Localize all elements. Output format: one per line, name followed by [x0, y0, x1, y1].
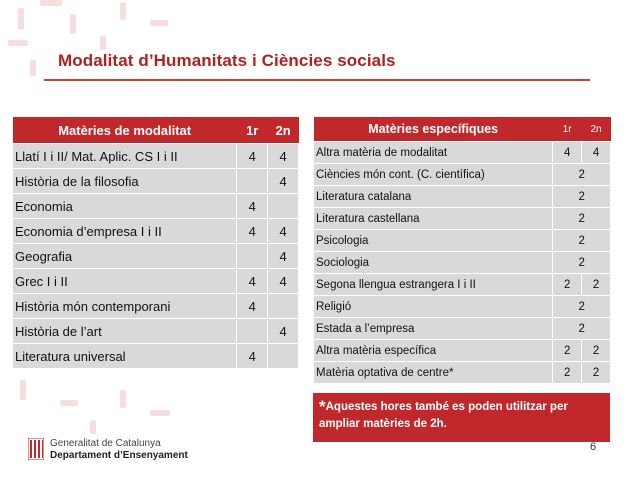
hours-2n: 4	[268, 219, 299, 244]
subject-name: Història de l’art	[13, 319, 237, 344]
logo-line-2: Departament d’Ensenyament	[50, 450, 188, 461]
table-row	[314, 208, 611, 230]
hours-either-year: 2	[553, 252, 611, 274]
hours-2n	[268, 344, 299, 369]
subject-name: Llatí I i II/ Mat. Aplic. CS I i II	[13, 144, 237, 169]
hours-1r	[237, 244, 268, 269]
table-row	[13, 219, 299, 244]
footnote-box	[313, 393, 610, 442]
subject-name: Sociologia	[314, 252, 553, 274]
hours-either-year: 2	[553, 164, 611, 186]
hours-either-year: 2	[553, 230, 611, 252]
subject-name: Economia d’empresa I i II	[13, 219, 237, 244]
page-title: Modalitat d’Humanitats i Ciències socials	[58, 51, 396, 70]
subject-name: Matèria optativa de centre*	[314, 362, 553, 384]
hours-1r: 2	[553, 274, 582, 296]
subject-name: Psicologia	[314, 230, 553, 252]
hours-2n: 4	[268, 269, 299, 294]
generalitat-logo	[28, 436, 208, 464]
footnote-text: Aquestes hores també es poden utilitzar per ampliar matèries de 2h.	[319, 401, 568, 430]
hours-1r: 4	[237, 344, 268, 369]
page-number: 6	[590, 441, 597, 453]
hours-1r: 4	[237, 294, 268, 319]
hours-2n	[268, 194, 299, 219]
hours-2n: 2	[582, 362, 611, 384]
table-row	[13, 294, 299, 319]
subject-name: Literatura catalana	[314, 186, 553, 208]
subject-name: Segona llengua estrangera I i II	[314, 274, 553, 296]
table-row	[314, 164, 611, 186]
modality-subjects-table	[12, 117, 299, 369]
subject-name: Literatura universal	[13, 344, 237, 369]
table-row	[314, 230, 611, 252]
hours-1r: 2	[553, 362, 582, 384]
table-row	[314, 252, 611, 274]
table-row	[13, 169, 299, 194]
hours-either-year: 2	[553, 186, 611, 208]
table-row	[314, 142, 611, 164]
hours-1r: 4	[553, 142, 582, 164]
table-row	[13, 319, 299, 344]
title-underline	[44, 79, 590, 81]
subject-name: Economia	[13, 194, 237, 219]
subject-name: Altra matèria específica	[314, 340, 553, 362]
table-row	[13, 344, 299, 369]
table-header-row	[314, 117, 611, 142]
table-row	[13, 144, 299, 169]
hours-1r: 4	[237, 194, 268, 219]
subject-name: Religió	[314, 296, 553, 318]
column-header-2n: 2n	[582, 117, 611, 142]
table-row	[314, 362, 611, 384]
subject-name: Estada a l’empresa	[314, 318, 553, 340]
hours-1r: 2	[553, 340, 582, 362]
table-row	[13, 269, 299, 294]
table-row	[314, 186, 611, 208]
subject-name: Ciències món cont. (C. científica)	[314, 164, 553, 186]
table-row	[13, 244, 299, 269]
subject-name: Altra matèria de modalitat	[314, 142, 553, 164]
column-header-1r: 1r	[553, 117, 582, 142]
table-row	[314, 318, 611, 340]
hours-2n: 4	[268, 144, 299, 169]
hours-1r: 4	[237, 144, 268, 169]
subject-name: Literatura castellana	[314, 208, 553, 230]
hours-1r	[237, 169, 268, 194]
hours-2n: 2	[582, 274, 611, 296]
hours-2n: 4	[268, 319, 299, 344]
hours-1r: 4	[237, 219, 268, 244]
catalan-flag-icon	[28, 438, 44, 460]
hours-either-year: 2	[553, 208, 611, 230]
footnote-asterisk: *	[319, 397, 326, 416]
hours-2n: 4	[268, 169, 299, 194]
hours-1r	[237, 319, 268, 344]
hours-2n: 4	[268, 244, 299, 269]
subject-name: Història de la filosofia	[13, 169, 237, 194]
subject-name: Geografia	[13, 244, 237, 269]
table-row	[13, 194, 299, 219]
specific-subjects-table	[313, 117, 611, 384]
subject-name: Història món contemporani	[13, 294, 237, 319]
table-row	[314, 274, 611, 296]
column-header-2n: 2n	[268, 117, 299, 144]
hours-1r: 4	[237, 269, 268, 294]
hours-either-year: 2	[553, 296, 611, 318]
hours-2n: 2	[582, 340, 611, 362]
table-row	[314, 340, 611, 362]
logo-line-1: Generalitat de Catalunya	[50, 438, 161, 449]
hours-2n: 4	[582, 142, 611, 164]
column-header-1r: 1r	[237, 117, 268, 144]
hours-either-year: 2	[553, 318, 611, 340]
column-header-subject: Matèries específiques	[314, 117, 553, 142]
table-header-row	[13, 117, 299, 144]
hours-2n	[268, 294, 299, 319]
column-header-subject: Matèries de modalitat	[13, 117, 237, 144]
subject-name: Grec I i II	[13, 269, 237, 294]
table-row	[314, 296, 611, 318]
